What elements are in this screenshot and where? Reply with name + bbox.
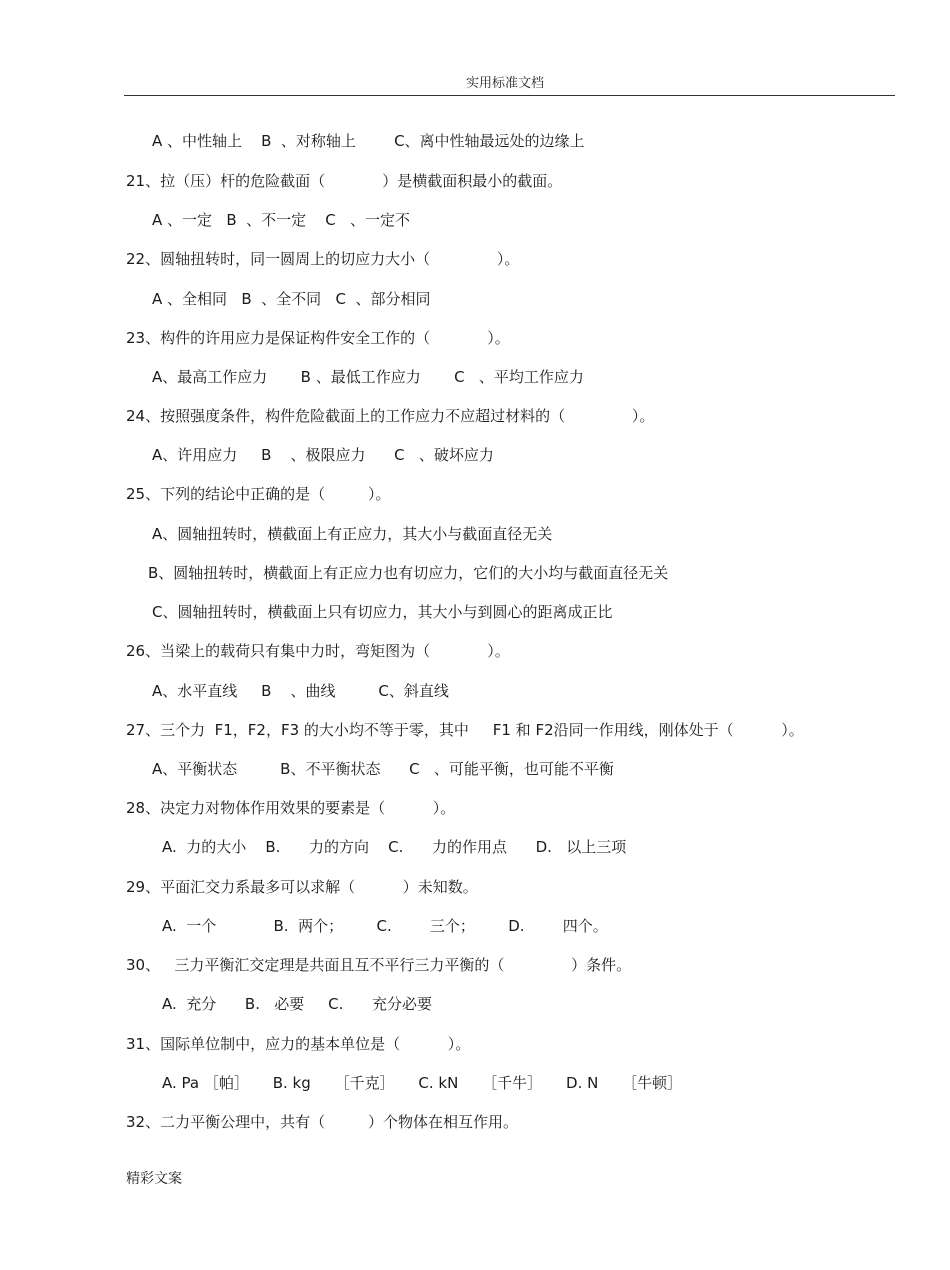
- q24-options: A、许用应力 B 、极限应力 C 、破坏应力: [152, 446, 494, 464]
- q24-question: 24、按照强度条件，构件危险截面上的工作应力不应超过材料的（ ）。: [126, 407, 655, 425]
- q28-question: 28、决定力对物体作用效果的要素是（ ）。: [126, 799, 456, 817]
- q21-question: 21、拉（压）杆的危险截面（ ）是横截面积最小的截面。: [126, 172, 563, 190]
- q29-question: 29、平面汇交力系最多可以求解（ ）未知数。: [126, 878, 478, 896]
- q27-options: A、平衡状态 B、不平衡状态 C 、可能平衡，也可能不平衡: [152, 760, 614, 778]
- q26-question: 26、当梁上的载荷只有集中力时，弯矩图为（ ）。: [126, 642, 510, 660]
- q31-question: 31、国际单位制中，应力的基本单位是（ ）。: [126, 1035, 471, 1053]
- q30-options: A. 充分 B. 必要 C. 充分必要: [162, 995, 432, 1013]
- q22-question: 22、圆轴扭转时，同一圆周上的切应力大小（ ）。: [126, 250, 520, 268]
- page-footer: 精彩文案: [126, 1171, 182, 1187]
- header-rule: [124, 95, 895, 96]
- q25-question: 25、下列的结论中正确的是（ ）。: [126, 485, 391, 503]
- q22-options: A 、全相同 B 、全不同 C 、部分相同: [152, 290, 431, 308]
- q27-question: 27、三个力 F1，F2，F3 的大小均不等于零，其中 F1 和 F2沿同一作用线，刚体处于（ ）。: [126, 721, 804, 739]
- q25-option-a: A、圆轴扭转时，横截面上有正应力，其大小与截面直径无关: [152, 525, 553, 543]
- q29-options: A. 一个 B. 两个； C. 三个； D. 四个。: [162, 917, 608, 935]
- q26-options: A、水平直线 B 、曲线 C、斜直线: [152, 682, 449, 700]
- q31-options: A. Pa ［帕］ B. kg ［千克］ C. kN ［千牛］ D. N ［牛顿］: [162, 1074, 683, 1092]
- q32-question: 32、二力平衡公理中，共有（ ）个物体在相互作用。: [126, 1113, 519, 1131]
- page-header: 实用标准文档: [465, 76, 544, 91]
- q23-question: 23、构件的许用应力是保证构件安全工作的（ ）。: [126, 329, 510, 347]
- q21-options: A 、一定 B 、不一定 C 、一定不: [152, 211, 411, 229]
- q25-option-b: B、圆轴扭转时，横截面上有正应力也有切应力，它们的大小均与截面直径无关: [148, 564, 669, 582]
- q20-options: A 、中性轴上 B 、对称轴上 C、离中性轴最远处的边缘上: [152, 132, 585, 150]
- q30-question: 30、 三力平衡汇交定理是共面且互不平行三力平衡的（ ）条件。: [126, 956, 632, 974]
- q25-option-c: C、圆轴扭转时，横截面上只有切应力，其大小与到圆心的距离成正比: [152, 603, 613, 621]
- q23-options: A、最高工作应力 B 、最低工作应力 C 、平均工作应力: [152, 368, 584, 386]
- q28-options: A. 力的大小 B. 力的方向 C. 力的作用点 D. 以上三项: [162, 838, 627, 856]
